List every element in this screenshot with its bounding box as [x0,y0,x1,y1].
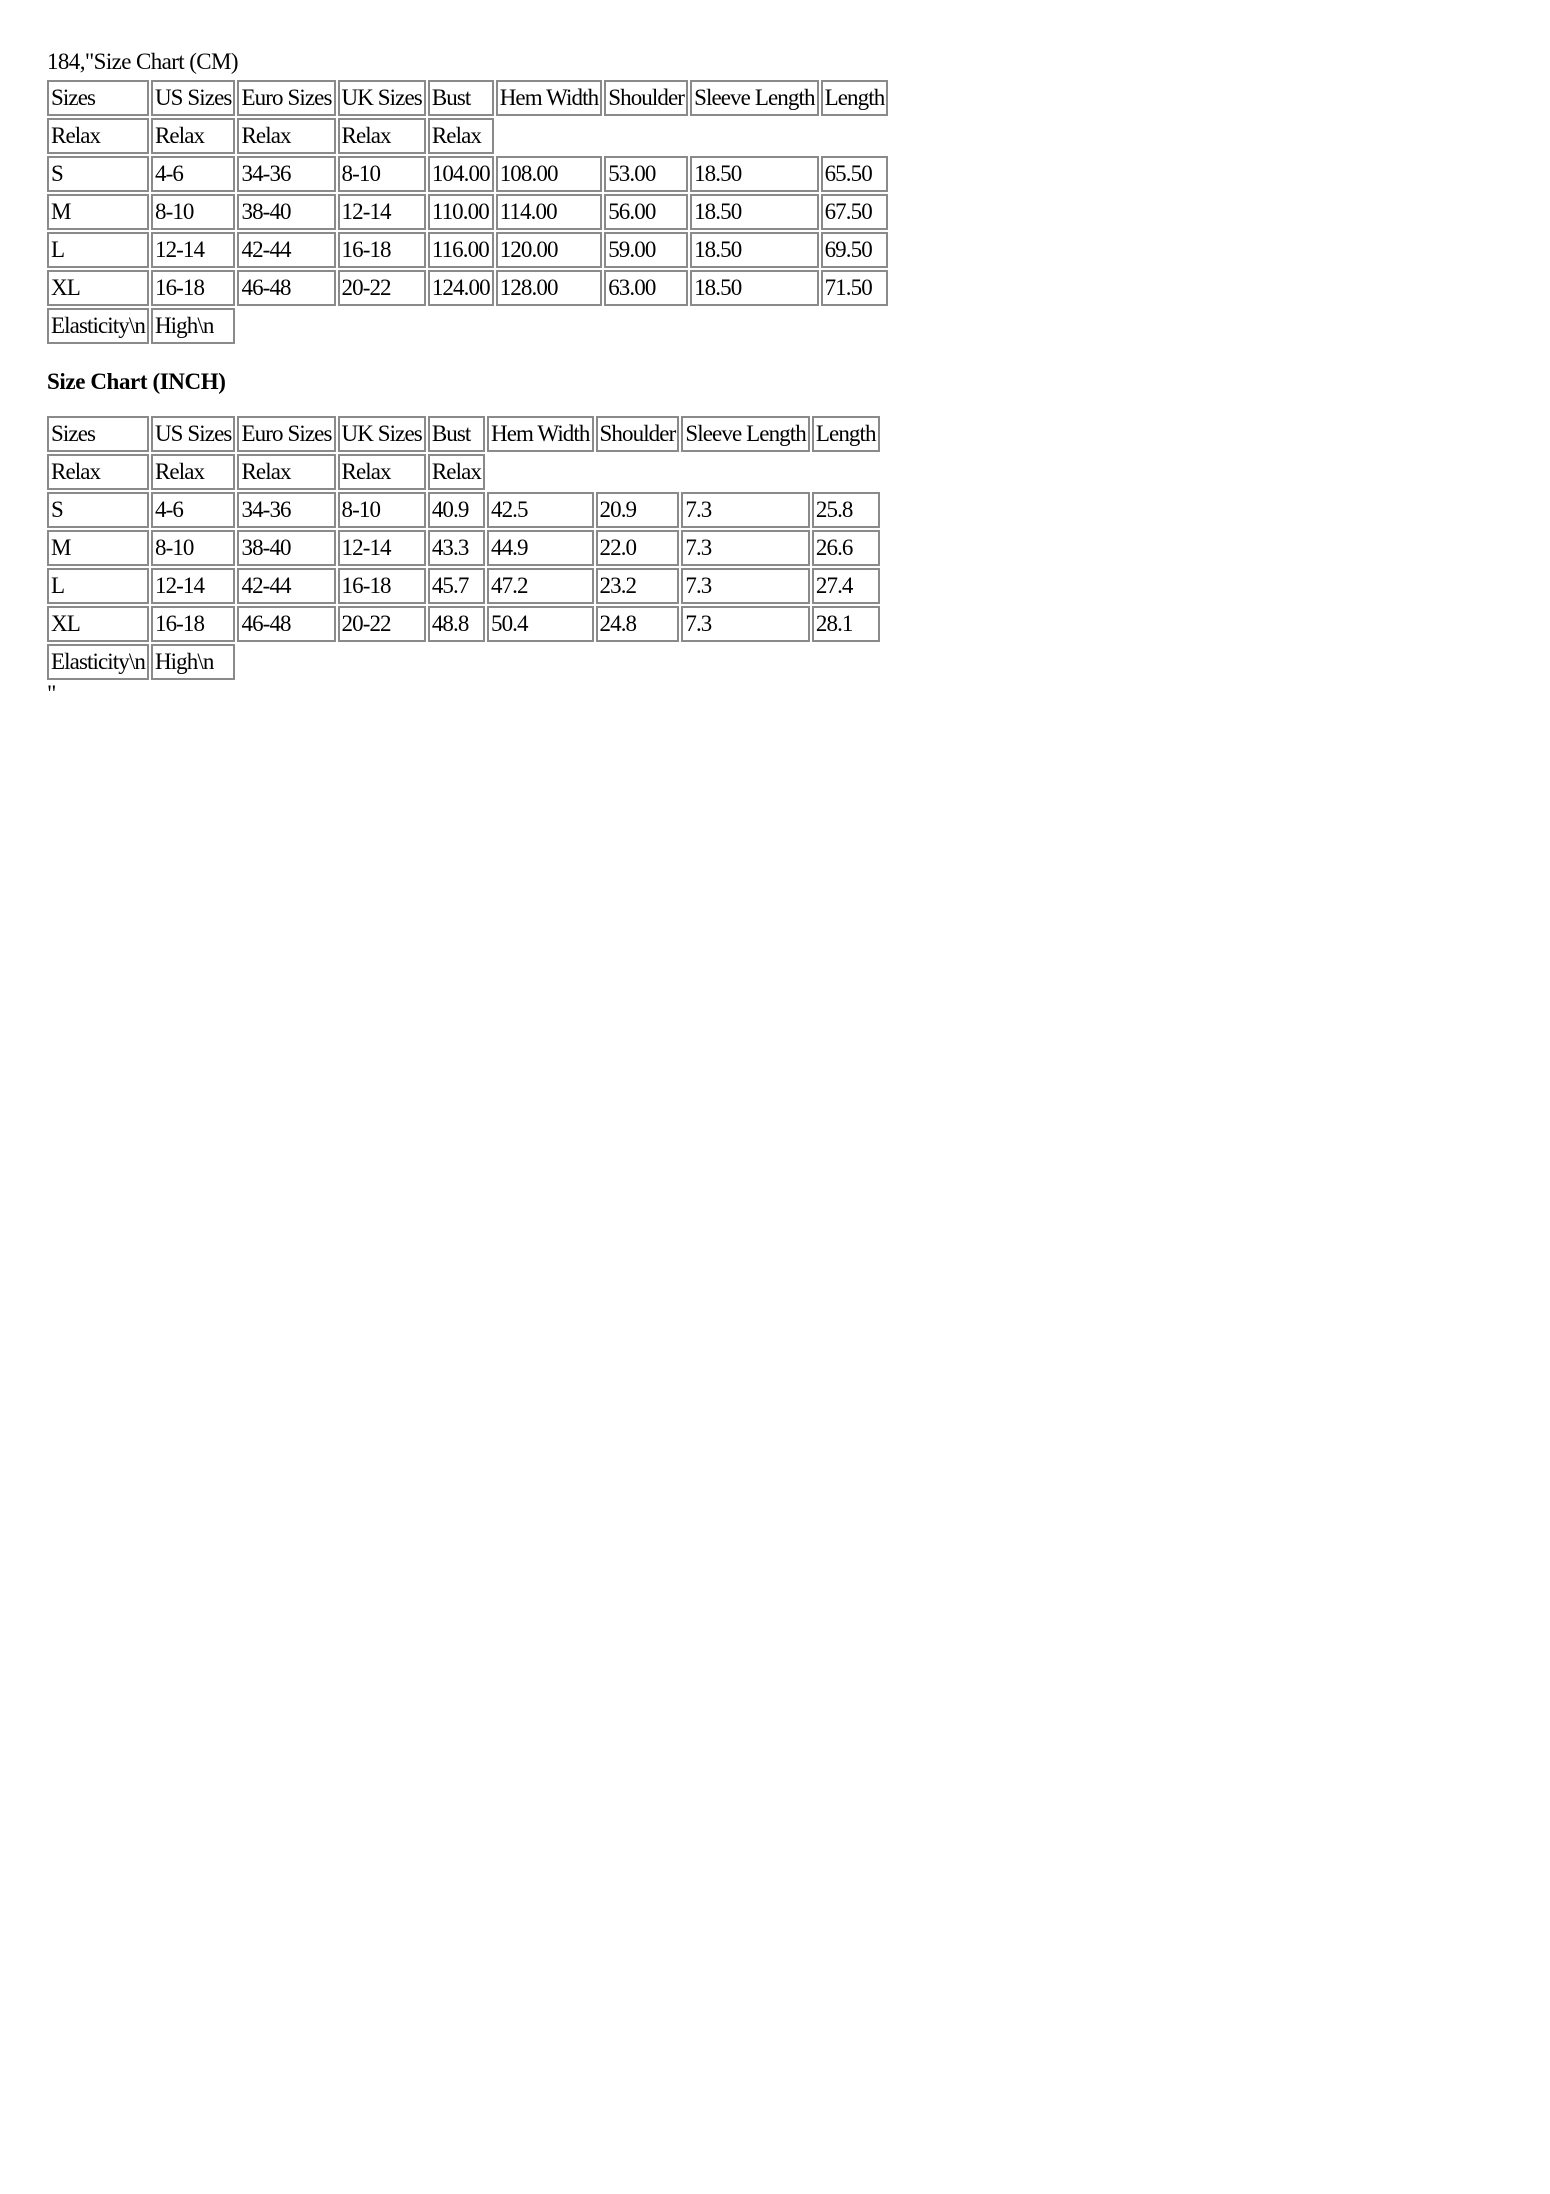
table-cell: 67.50 [821,194,889,230]
table-cell: 116.00 [428,232,494,268]
table-cell: XL [47,606,149,642]
empty-cell [812,644,880,680]
table-cell: 69.50 [821,232,889,268]
table-cell: 12-14 [151,568,236,604]
table-cell: Relax [237,454,335,490]
empty-cell [428,308,494,344]
table-row [47,156,888,192]
empty-cell [487,454,594,490]
size-chart-inch-table [45,414,882,682]
table-cell: Bust [428,80,494,116]
table-cell: Relax [237,118,335,154]
table-cell: Relax [47,454,149,490]
table-cell: 28.1 [812,606,880,642]
table-row [47,568,880,604]
table-cell: 4-6 [151,492,236,528]
table-cell: 16-18 [338,568,426,604]
table-cell: Sleeve Length [690,80,819,116]
table-cell: M [47,194,149,230]
empty-cell [237,308,335,344]
empty-cell [487,644,594,680]
table-row [47,270,888,306]
empty-cell [681,644,810,680]
table-cell: Length [812,416,880,452]
table-cell: 16-18 [151,606,236,642]
table-cell: Relax [47,118,149,154]
table-cell: 7.3 [681,530,810,566]
table-cell: 8-10 [338,492,426,528]
empty-cell [812,454,880,490]
closing-quote: " [47,681,57,706]
table-cell: Relax [151,118,236,154]
table-cell: Elasticity\n [47,644,149,680]
table-cell: 7.3 [681,568,810,604]
empty-cell [428,644,485,680]
table-cell: Shoulder [596,416,680,452]
table-cell: Sleeve Length [681,416,810,452]
table-cell: 108.00 [496,156,603,192]
table-cell: 12-14 [338,530,426,566]
table-header-row [47,416,880,452]
table-cell: Euro Sizes [237,80,335,116]
table-cell: Euro Sizes [237,416,335,452]
table-cell: S [47,156,149,192]
table-cell: 56.00 [604,194,688,230]
table-row [47,530,880,566]
table-cell: 26.6 [812,530,880,566]
empty-cell [596,454,680,490]
table-cell: Sizes [47,80,149,116]
table-cell: 8-10 [338,156,426,192]
table-cell: 40.9 [428,492,485,528]
elasticity-row [47,308,888,344]
table-row [47,606,880,642]
table-cell: Relax [428,454,485,490]
table-cell: 42-44 [237,568,335,604]
table-cell: 24.8 [596,606,680,642]
empty-cell [496,118,603,154]
document-prefix-line: 184,"Size Chart (CM) [47,49,238,74]
fit-row [47,118,888,154]
table-cell: 104.00 [428,156,494,192]
table-cell: 50.4 [487,606,594,642]
table-cell: 48.8 [428,606,485,642]
empty-cell [690,118,819,154]
table-cell: Sizes [47,416,149,452]
table-cell: Relax [338,454,426,490]
table-cell: 38-40 [237,194,335,230]
table-cell: Elasticity\n [47,308,149,344]
table-cell: 25.8 [812,492,880,528]
empty-cell [338,308,426,344]
table-cell: 16-18 [151,270,236,306]
elasticity-row [47,644,880,680]
table-cell: 42.5 [487,492,594,528]
empty-cell [821,308,889,344]
table-cell: Hem Width [496,80,603,116]
table-header-row [47,80,888,116]
empty-cell [690,308,819,344]
table-cell: 53.00 [604,156,688,192]
table-cell: XL [47,270,149,306]
empty-cell [237,644,335,680]
table-cell: M [47,530,149,566]
table-cell: 23.2 [596,568,680,604]
empty-cell [604,118,688,154]
table-cell: 42-44 [237,232,335,268]
table-cell: 18.50 [690,232,819,268]
table-cell: 43.3 [428,530,485,566]
table-cell: 27.4 [812,568,880,604]
table-cell: 46-48 [237,270,335,306]
table-row [47,232,888,268]
table-cell: 45.7 [428,568,485,604]
empty-cell [821,118,889,154]
empty-cell [604,308,688,344]
table-cell: Relax [151,454,236,490]
empty-cell [681,454,810,490]
table-cell: High\n [151,644,236,680]
fit-row [47,454,880,490]
table-cell: 38-40 [237,530,335,566]
table-cell: L [47,232,149,268]
table-cell: 124.00 [428,270,494,306]
table-cell: 47.2 [487,568,594,604]
table-cell: 7.3 [681,606,810,642]
table-cell: 120.00 [496,232,603,268]
table-cell: Bust [428,416,485,452]
table-cell: 18.50 [690,270,819,306]
table-cell: 4-6 [151,156,236,192]
table-cell: Shoulder [604,80,688,116]
document-page [47,46,890,706]
table-cell: 12-14 [151,232,236,268]
table-cell: 18.50 [690,156,819,192]
table-cell: 8-10 [151,530,236,566]
table-cell: High\n [151,308,236,344]
empty-cell [596,644,680,680]
table-cell: 63.00 [604,270,688,306]
table-cell: 7.3 [681,492,810,528]
table-cell: 20-22 [338,606,426,642]
table-cell: 128.00 [496,270,603,306]
table-cell: 59.00 [604,232,688,268]
table-cell: Hem Width [487,416,594,452]
table-cell: 22.0 [596,530,680,566]
table-cell: Relax [428,118,494,154]
table-cell: Length [821,80,889,116]
table-cell: 8-10 [151,194,236,230]
size-chart-inch-heading: Size Chart (INCH) [47,369,226,394]
table-cell: 18.50 [690,194,819,230]
table-cell: UK Sizes [338,80,426,116]
table-cell: 16-18 [338,232,426,268]
table-cell: 34-36 [237,156,335,192]
table-cell: 46-48 [237,606,335,642]
table-cell: S [47,492,149,528]
table-cell: 114.00 [496,194,603,230]
table-cell: US Sizes [151,80,236,116]
empty-cell [338,644,426,680]
table-cell: 20.9 [596,492,680,528]
table-cell: 20-22 [338,270,426,306]
table-cell: 71.50 [821,270,889,306]
table-cell: 12-14 [338,194,426,230]
table-cell: US Sizes [151,416,236,452]
table-cell: Relax [338,118,426,154]
table-cell: UK Sizes [338,416,426,452]
table-cell: 34-36 [237,492,335,528]
empty-cell [496,308,603,344]
size-chart-cm-table [45,78,890,346]
table-cell: L [47,568,149,604]
table-cell: 65.50 [821,156,889,192]
table-row [47,492,880,528]
table-row [47,194,888,230]
table-cell: 110.00 [428,194,494,230]
table-cell: 44.9 [487,530,594,566]
